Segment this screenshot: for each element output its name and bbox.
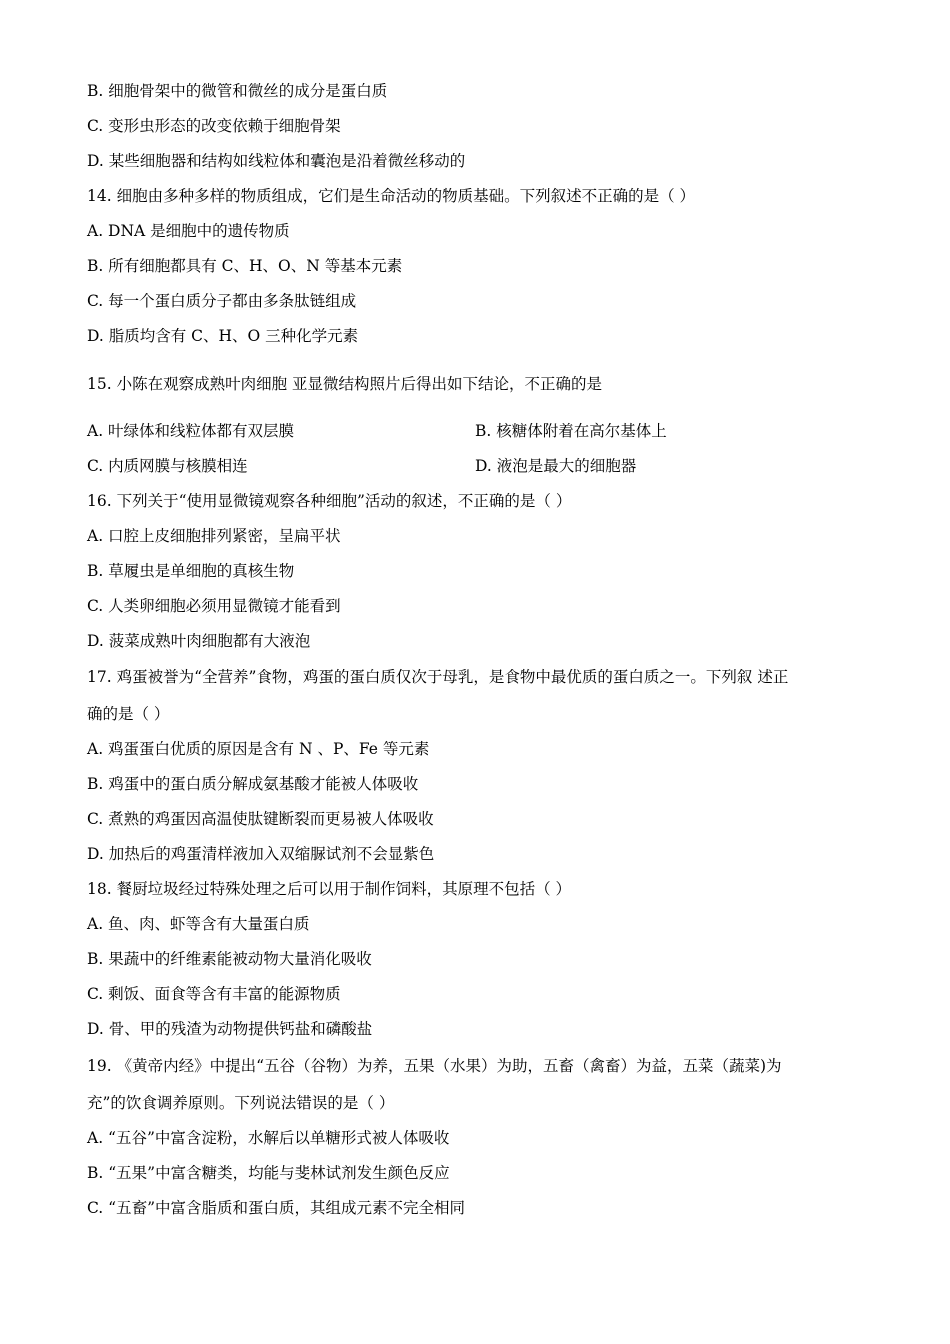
q16-stem: 16. 下列关于“使用显微镜观察各种细胞”活动的叙述，不正确的是（ ）: [87, 492, 572, 510]
q14-option-c: C. 每一个蛋白质分子都由多条肽链组成: [87, 292, 357, 310]
q14-stem: 14. 细胞由多种多样的物质组成，它们是生命活动的物质基础。下列叙述不正确的是（ ）: [87, 187, 696, 205]
q19-option-b: B. “五果”中富含糖类，均能与斐林试剂发生颜色反应: [87, 1164, 450, 1182]
q17-option-a: A. 鸡蛋蛋白优质的原因是含有 N 、P、Fe 等元素: [87, 740, 430, 758]
q17-stem-line2: 确的是（ ）: [87, 705, 170, 723]
q18-option-d: D. 骨、甲的残渣为动物提供钙盐和磷酸盐: [87, 1020, 373, 1038]
q17-stem-line1: 17. 鸡蛋被誉为“全营养”食物，鸡蛋的蛋白质仅次于母乳，是食物中最优质的蛋白质之一。下列叙 述正: [87, 668, 789, 686]
q18-option-c: C. 剩饭、面食等含有丰富的能源物质: [87, 985, 341, 1003]
q15-option-c: C. 内质网膜与核膜相连: [87, 457, 248, 475]
q17-option-c: C. 煮熟的鸡蛋因高温使肽键断裂而更易被人体吸收: [87, 810, 434, 828]
q15-option-b: B. 核糖体附着在高尔基体上: [475, 422, 667, 440]
q18-option-b: B. 果蔬中的纤维素能被动物大量消化吸收: [87, 950, 372, 968]
q13-option-b: B. 细胞骨架中的微管和微丝的成分是蛋白质: [87, 82, 388, 100]
q16-option-b: B. 草履虫是单细胞的真核生物: [87, 562, 295, 580]
q19-stem-line2: 充”的饮食调养原则。下列说法错误的是（ ）: [87, 1094, 395, 1112]
q19-stem-line1: 19. 《黄帝内经》中提出“五谷（谷物）为养，五果（水果）为助，五畜（禽畜）为益，五菜（蔬菜)为: [87, 1057, 782, 1075]
q19-option-c: C. “五畜”中富含脂质和蛋白质，其组成元素不完全相同: [87, 1199, 466, 1217]
q14-option-a: A. DNA 是细胞中的遗传物质: [87, 222, 290, 240]
q18-stem: 18. 餐厨垃圾经过特殊处理之后可以用于制作饲料，其原理不包括（ ）: [87, 880, 572, 898]
q18-option-a: A. 鱼、肉、虾等含有大量蛋白质: [87, 915, 310, 933]
q13-option-d: D. 某些细胞器和结构如线粒体和囊泡是沿着微丝移动的: [87, 152, 466, 170]
q17-option-d: D. 加热后的鸡蛋清样液加入双缩脲试剂不会显紫色: [87, 845, 435, 863]
q16-option-a: A. 口腔上皮细胞排列紧密，呈扁平状: [87, 527, 341, 545]
q15-option-d: D. 液泡是最大的细胞器: [475, 457, 637, 475]
q19-option-a: A. “五谷”中富含淀粉，水解后以单糖形式被人体吸收: [87, 1129, 450, 1147]
q13-option-c: C. 变形虫形态的改变依赖于细胞骨架: [87, 117, 341, 135]
q14-option-b: B. 所有细胞都具有 C、H、O、N 等基本元素: [87, 257, 403, 275]
q16-option-d: D. 菠菜成熟叶肉细胞都有大液泡: [87, 632, 311, 650]
q16-option-c: C. 人类卵细胞必须用显微镜才能看到: [87, 597, 341, 615]
q17-option-b: B. 鸡蛋中的蛋白质分解成氨基酸才能被人体吸收: [87, 775, 419, 793]
q15-option-a: A. 叶绿体和线粒体都有双层膜: [87, 422, 295, 440]
q15-stem: 15. 小陈在观察成熟叶肉细胞 亚显微结构照片后得出如下结论，不正确的是: [87, 375, 603, 393]
q14-option-d: D. 脂质均含有 C、H、O 三种化学元素: [87, 327, 359, 345]
